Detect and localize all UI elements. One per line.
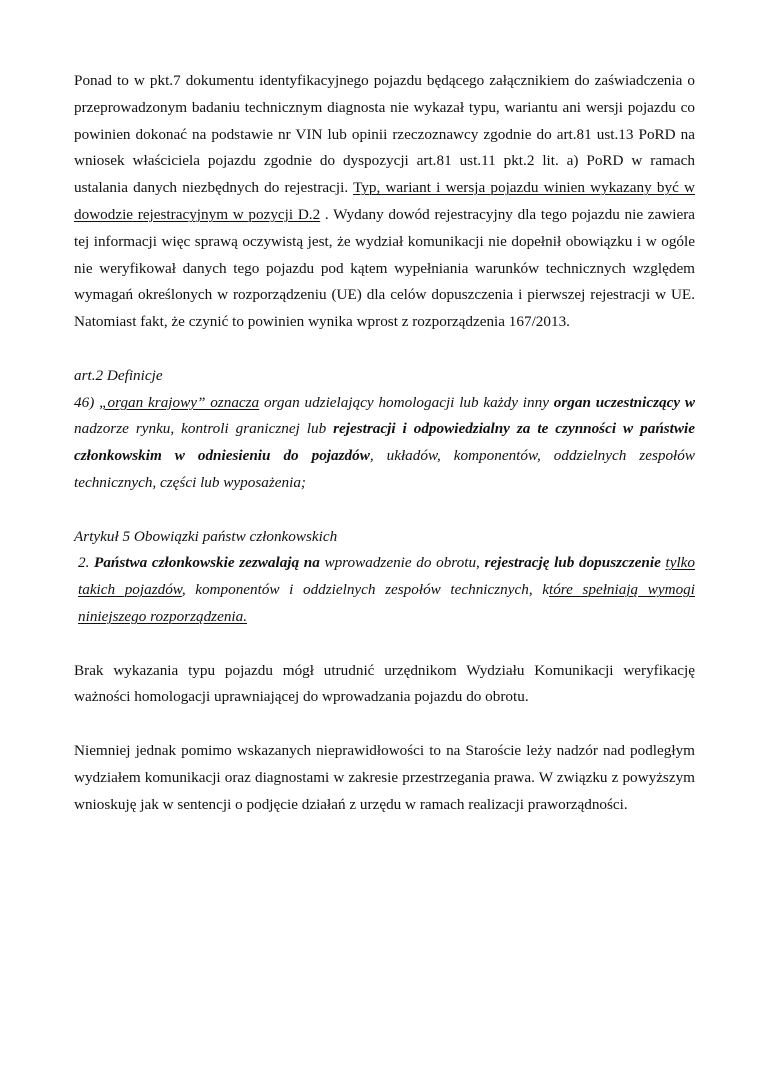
spacer — [74, 336, 695, 363]
paragraph-vehicle-identification — [74, 68, 695, 336]
paragraph-conclusion: Niemniej jednak pomimo wskazanych nieprawidłowości to na Staroście leży nadzór nad podległym wydziałem komunikacji oraz diagnostami w zakresie przestrzegania prawa. W związku z powyższym wnioskuję jak w sentencji o podjęcie działań z urzędu w ramach realizacji praworządności. — [74, 741, 695, 813]
definition-heading: art.2 Definicje — [74, 366, 163, 384]
article-5-text-part: wprowadzenie do obrotu, — [319, 554, 485, 572]
article-5-text-part: , komponentów i oddzielnych zespołów technicznych, k — [181, 581, 549, 599]
definition-term: „organ krajowy” oznacza — [99, 393, 260, 411]
spacer — [74, 497, 695, 524]
definition-bold-part: rejestracji i odpowiedzialny za te czynności w państwie członkowskim w odniesieniu do pojazdów — [74, 420, 695, 465]
article-5-bold-part: rejestrację lub dopuszczenie — [484, 554, 661, 572]
article-5-heading: Artykuł 5 Obowiązki państw członkowskich — [74, 527, 338, 545]
article-5-underlined-part: tylko takich pojazdów — [78, 554, 695, 599]
definition-number: 46) — [74, 393, 100, 411]
definition-bold-part: organ uczestniczący w — [553, 393, 696, 411]
article-5-number: 2. — [78, 554, 95, 572]
definition-text-part: , układów, komponentów, oddzielnych zespołów technicznych, części lub wyposażenia; — [74, 447, 695, 491]
spacer — [74, 631, 695, 658]
definition-text-part: organ udzielający homologacji lub każdy inny — [259, 393, 554, 411]
article-5-bold-part: Państwa członkowskie zezwalają na — [94, 554, 320, 572]
definition-text — [74, 390, 695, 497]
definition-text-part: nadzorze rynku, kontroli granicznej lub — [74, 420, 334, 438]
article-5-underlined-part: tóre spełniają wymogi niniejszego rozporządzenia. — [78, 581, 695, 625]
document-body — [74, 68, 695, 818]
paragraph-text: . Wydany dowód rejestracyjny dla tego pojazdu nie zawiera tej informacji więc sprawą oczywistą jest, że wydział komunikacji nie dopełnił obowiązku i w ogóle nie weryfikował danych tego pojazdu pod kątem wypełniania warunków technicznych względem wymagań określonych w rozporządzeniu (UE) dla celów dopuszczenia i pierwszej rejestracji w UE. Natomiast fakt, że czynić to powinien wynika wprost z rozporządzenia 167/2013. — [74, 205, 695, 331]
underlined-statement: Typ, wariant i wersja pojazdu winien wykazany być w dowodzie rejestracyjnym w pozycji D.2 — [74, 179, 695, 223]
article-5-text — [74, 550, 695, 630]
paragraph-type-missing: Brak wykazania typu pojazdu mógł utrudnić urzędnikom Wydziału Komunikacji weryfikację ważności homologacji uprawniającej do wprowadzania pojazdu do obrotu. — [74, 661, 695, 706]
paragraph-text: Ponad to w pkt.7 dokumentu identyfikacyjnego pojazdu będącego załącznikiem do zaświadczenia o przeprowadzonym badaniu technicznym diagnosta nie wykazał typu, wariantu ani wersji pojazdu co powinien dokonać na podstawie nr VIN lub opinii rzeczoznawcy zgodnie do art.81 ust.13 PoRD na wniosek właściciela pojazdu zgodnie do dyspozycji art.81 ust.11 pkt.2 lit. a) PoRD w ramach ustalania danych niezbędnych do rejestracji. — [74, 72, 695, 197]
spacer — [74, 711, 695, 738]
